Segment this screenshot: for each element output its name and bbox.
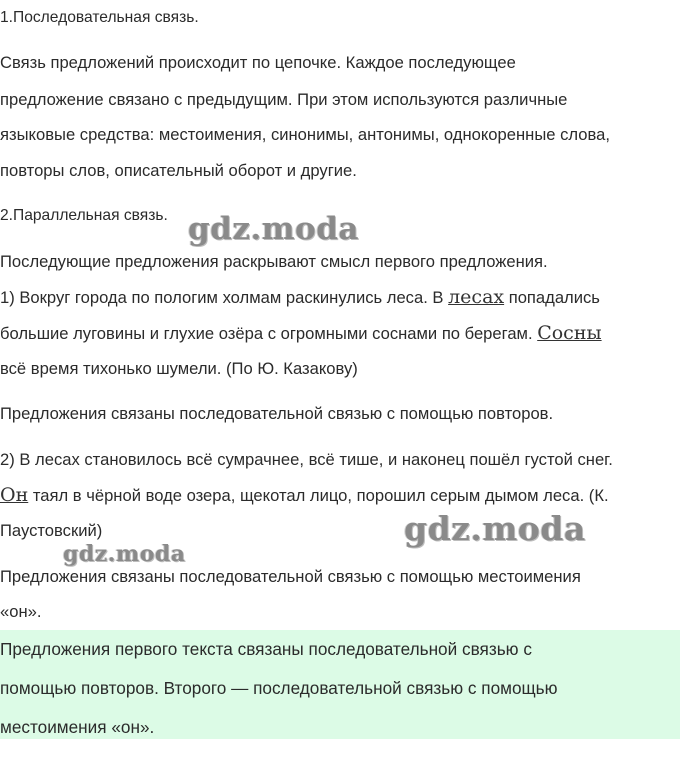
answer-line: помощью повторов. Второго — последовательной связью с помощью	[0, 678, 558, 698]
example1-line2	[0, 322, 602, 345]
example1-text: большие луговины и глухие озёра с огромными соснами по берегам.	[0, 324, 538, 343]
watermark: gdz.moda	[188, 211, 359, 247]
example2-conclusion: «он».	[0, 602, 42, 621]
example2-conclusion: Предложения связаны последовательной связью с помощью местоимения	[0, 567, 581, 586]
example2-line3: Паустовский)	[0, 521, 103, 540]
repeated-word: лесах	[448, 286, 505, 308]
section1-text-line: предложение связано с предыдущим. При этом используются различные	[0, 90, 568, 109]
example1-text: 1) Вокруг города по пологим холмам раскинулись леса. В	[0, 288, 449, 307]
example1-conclusion: Предложения связаны последовательной связью с помощью повторов.	[0, 404, 554, 423]
example1-line1	[0, 286, 600, 309]
section2-heading: 2.Параллельная связь.	[0, 207, 168, 224]
example1-text: попадались	[504, 288, 600, 307]
section1-text-line: повторы слов, описательный оборот и другие.	[0, 161, 357, 180]
section1-text-line: Связь предложений происходит по цепочке. Каждое последующее	[0, 53, 516, 72]
watermark: gdz.moda	[404, 509, 586, 548]
section1-heading: 1.Последовательная связь.	[0, 9, 199, 26]
repeated-word: Сосны	[537, 322, 602, 344]
section2-description: Последующие предложения раскрывают смысл первого предложения.	[0, 252, 548, 271]
example1-line3: всё время тихонько шумели. (По Ю. Казакову)	[0, 359, 358, 378]
answer-box	[0, 630, 680, 739]
section1-text-line: языковые средства: местоимения, синонимы, антонимы, однокоренные слова,	[0, 125, 610, 144]
pronoun-word: Он	[0, 484, 29, 506]
watermark: gdz.moda	[63, 541, 186, 567]
example2-text: таял в чёрной воде озера, щекотал лицо, порошил серым дымом леса. (К.	[28, 486, 609, 505]
example2-line2	[0, 484, 609, 507]
answer-line: Предложения первого текста связаны последовательной связью с	[0, 639, 532, 659]
answer-line: местоимения «он».	[0, 717, 155, 737]
example2-line1: 2) В лесах становилось всё сумрачнее, всё тише, и наконец пошёл густой снег.	[0, 450, 613, 469]
